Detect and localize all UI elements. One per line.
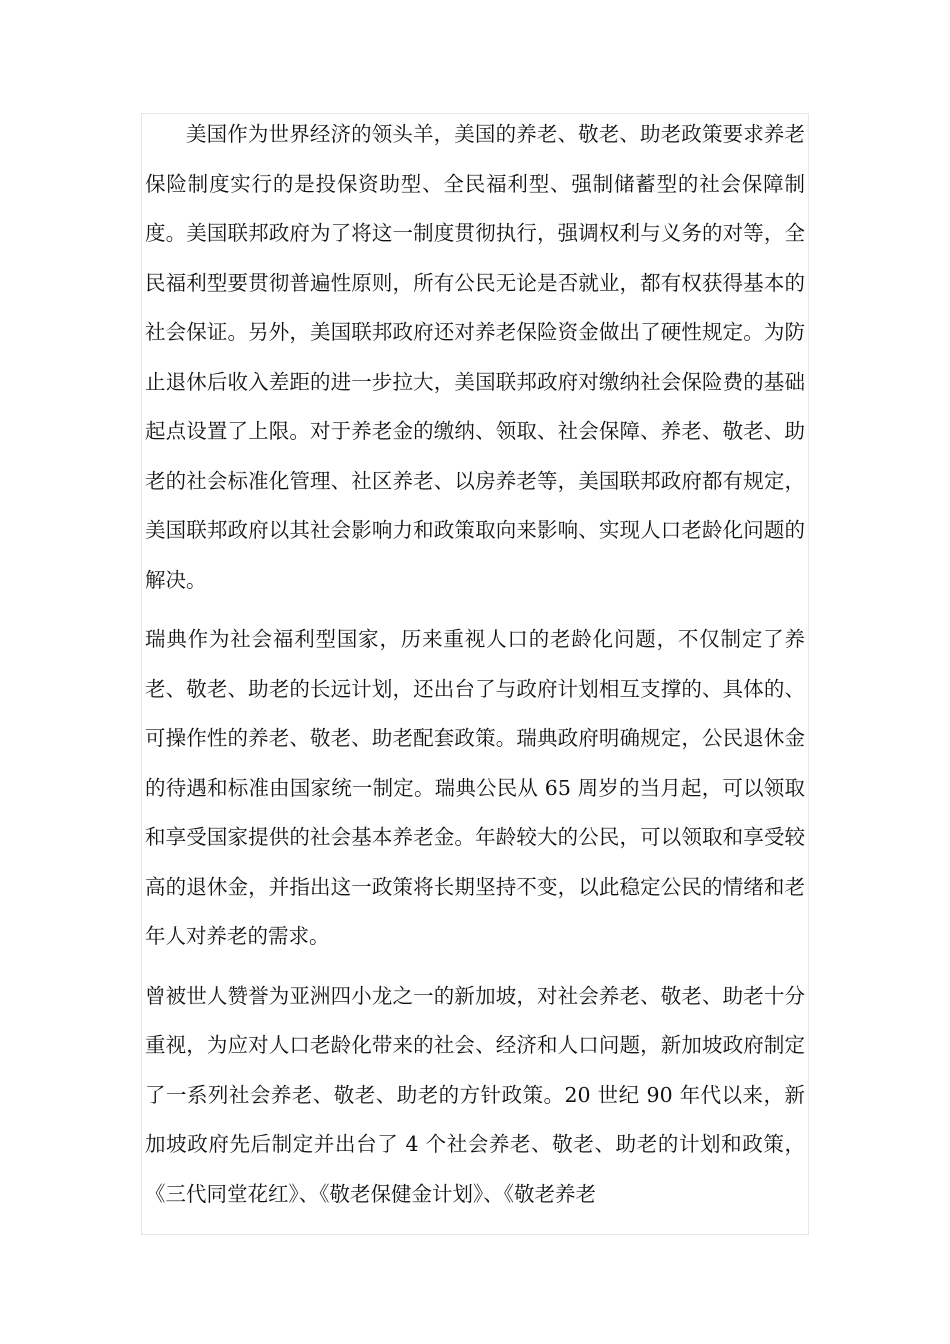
paragraph-usa: 美国作为世界经济的领头羊，美国的养老、敬老、助老政策要求养老保险制度实行的是投保资助型、全民福利型、强制储蓄型的社会保障制度。美国联邦政府为了将这一制度贯彻执行，强调权利与义务的对等，全民福利型要贯彻普遍性原则，所有公民无论是否就业，都有权获得基本的社会保证。另外，美国联邦政府还对养老保险资金做出了硬性规定。为防止退休后收入差距的进一步拉大，美国联邦政府对缴纳社会保险费的基础起点设置了上限。对于养老金的缴纳、领取、社会保障、养老、敬老、助老的社会标准化管理、社区养老、以房养老等，美国联邦政府都有规定，美国联邦政府以其社会影响力和政策取向来影响、实现人口老龄化问题的解决。 <box>145 122 805 592</box>
paragraph-sweden: 瑞典作为社会福利型国家，历来重视人口的老龄化问题，不仅制定了养老、敬老、助老的长远计划，还出台了与政府计划相互支撑的、具体的、可操作性的养老、敬老、助老配套政策。瑞典政府明确规定，公民退休金的待遇和标准由国家统一制定。瑞典公民从 65 周岁的当月起，可以领取和享受国家提供的社会基本养老金。年龄较大的公民，可以领取和享受较高的退休金，并指出这一政策将长期坚持不变，以此稳定公民的情绪和老年人对养老的需求。 <box>145 627 805 948</box>
document-body <box>145 110 805 1219</box>
paragraph-singapore: 曾被世人赞誉为亚洲四小龙之一的新加坡，对社会养老、敬老、助老十分重视，为应对人口老龄化带来的社会、经济和人口问题，新加坡政府制定了一系列社会养老、敬老、助老的方针政策。20 世纪 90 年代以来，新加坡政府先后制定并出台了 4 个社会养老、敬老、助老的计划和政策，《三代同堂花红》、《敬老保健金计划》、《敬老养老 <box>145 983 805 1206</box>
